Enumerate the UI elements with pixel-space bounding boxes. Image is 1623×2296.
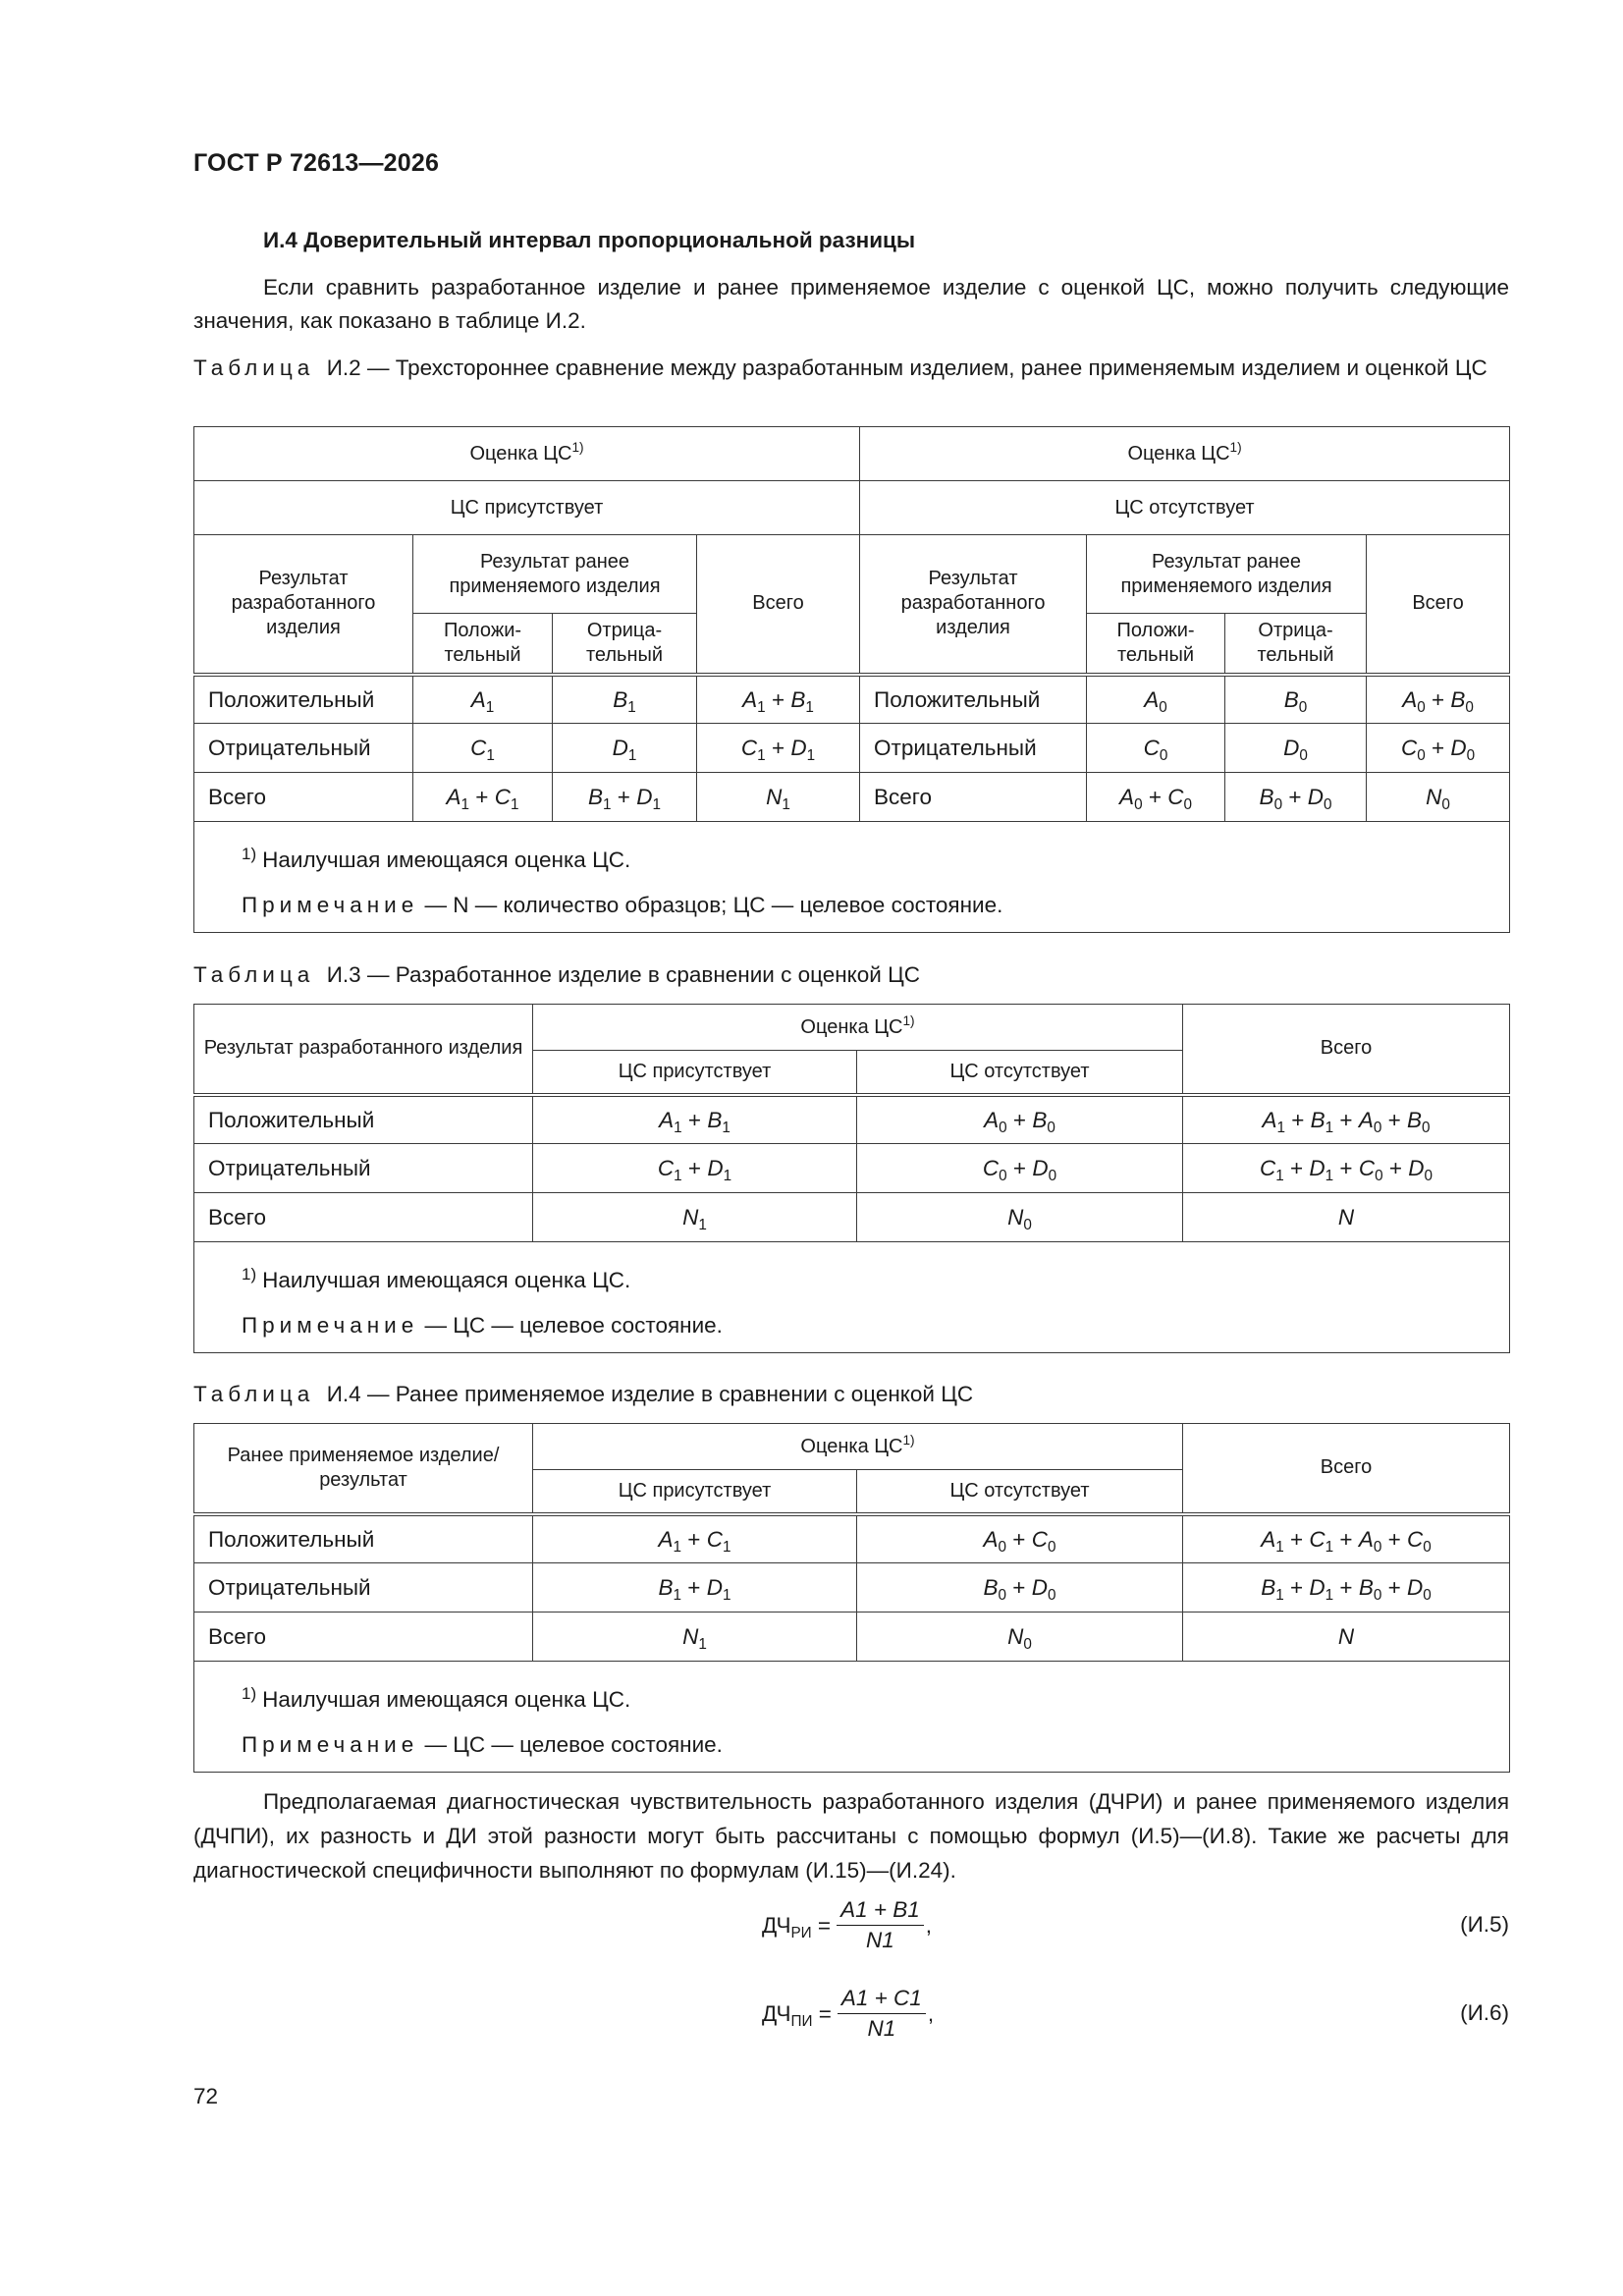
table2-absent-header: ЦС отсутствует [860, 481, 1510, 535]
footnote: $^{1)}$ Наилучшая имеющаяся оценка ЦС. [242, 1265, 631, 1292]
table4-col-first: Ранее применяемое изделие/ результат [194, 1424, 533, 1514]
table-word: Таблица [193, 1382, 315, 1406]
cell: N [1183, 1613, 1510, 1662]
table3-col-first: Результат разработанного изделия [194, 1005, 533, 1095]
table4-caption [193, 1378, 1509, 1410]
formula-lhs: $ДЧ_{ПИ}$ = [762, 2000, 832, 2030]
formula-i6: $ДЧ_{ПИ}$ = $\frac{A1 + C1}{N1}$ , [762, 1986, 935, 2041]
table4-col-absent: ЦС отсутствует [857, 1470, 1183, 1514]
cell: $N_0$ [857, 1193, 1183, 1242]
table2-present-header: ЦС присутствует [194, 481, 860, 535]
row-label: Положительный [194, 675, 413, 724]
cell: $A_1 + C_1$ [533, 1514, 857, 1563]
cell: $B_0 + D_0$ [857, 1563, 1183, 1613]
note: Примечание — ЦС — целевое состояние. [242, 1313, 723, 1338]
cell: $A_1 + B_1$ [533, 1095, 857, 1144]
cell: $C_1 + D_1 + C_0 + D_0$ [1183, 1144, 1510, 1193]
fraction [837, 1897, 924, 1953]
table2-col-neg: Отрица-тельный [553, 614, 697, 675]
table4-notes [194, 1662, 1510, 1773]
cell: $B_1 + D_1 + B_0 + D_0$ [1183, 1563, 1510, 1613]
table-row [194, 773, 1510, 822]
table2-group-present: Оценка ЦС$^{1)}$ [194, 427, 860, 481]
numerator: A1 + B1 [837, 1897, 924, 1926]
document-code: ГОСТ Р 72613—2026 [193, 149, 440, 177]
table2-col-result-dev-absent: Результат разработанного изделия [860, 535, 1087, 675]
table-row [194, 724, 1510, 773]
table3-col-total: Всего [1183, 1005, 1510, 1095]
table-word: Таблица [193, 962, 315, 987]
cell: $A_1 + B_1$ [697, 675, 860, 724]
row-label: Отрицательный [194, 1563, 533, 1613]
cell: $A_1 + C_1 + A_0 + C_0$ [1183, 1514, 1510, 1563]
footnote: $^{1)}$ Наилучшая имеющаяся оценка ЦС. [242, 845, 631, 872]
row-label: Положительный [194, 1095, 533, 1144]
table2-col-result-prev-absent: Результат ранее применяемого изделия [1087, 535, 1367, 614]
cell: $B_0 + D_0$ [1225, 773, 1367, 822]
cell: $N_1$ [697, 773, 860, 822]
table3-group: Оценка ЦС$^{1)}$ [533, 1005, 1183, 1051]
row-label: Всего [194, 1193, 533, 1242]
cell: $N_1$ [533, 1193, 857, 1242]
denominator: N1 [867, 2016, 896, 2041]
table3-caption-text: И.3 — Разработанное изделие в сравнении с оценкой ЦС [326, 962, 920, 987]
fraction [838, 1986, 926, 2042]
table2-col-pos: Положи-тельный [413, 614, 553, 675]
row-label: Положительный [860, 675, 1087, 724]
body-paragraph: Предполагаемая диагностическая чувствительность разработанного изделия (ДЧРИ) и ранее применяемого изделия (ДЧПИ), их разность и ДИ этой разности могут быть рассчитаны с помощью формул (И.5)—(И.8). Такие же расчеты для диагностической специфичности выполняют по формулам (И.15)—(И.24). [193, 1789, 1509, 1883]
cell: $A_1$ [413, 675, 553, 724]
cell: $A_1 + C_1$ [413, 773, 553, 822]
row-label: Отрицательный [194, 724, 413, 773]
table2-notes [194, 822, 1510, 933]
table-row [194, 1144, 1510, 1193]
table2-col-result-prev: Результат ранее применяемого изделия [413, 535, 697, 614]
cell: $B_1$ [553, 675, 697, 724]
table3 [193, 1004, 1510, 1353]
cell: $C_1 + D_1$ [533, 1144, 857, 1193]
cell: $A_0$ [1087, 675, 1225, 724]
table4 [193, 1423, 1510, 1773]
formula-lhs: $ДЧ_{РИ}$ = [762, 1912, 832, 1941]
cell: $A_0 + B_0$ [1367, 675, 1510, 724]
cell: $D_1$ [553, 724, 697, 773]
table3-col-present: ЦС присутствует [533, 1051, 857, 1095]
formula-i5: $ДЧ_{РИ}$ = $\frac{A1 + B1}{N1}$ , [762, 1897, 933, 1952]
note: Примечание — N — количество образцов; ЦС — целевое состояние. [242, 893, 1003, 917]
page-number: 72 [193, 2084, 219, 2108]
table4-col-total: Всего [1183, 1424, 1510, 1514]
formula-number: (И.6) [1460, 2000, 1509, 2025]
section-title: И.4 Доверительный интервал пропорциональной разницы [263, 228, 916, 252]
table2-col-total: Всего [697, 535, 860, 675]
cell: $D_0$ [1225, 724, 1367, 773]
table2-col-pos-absent: Положи-тельный [1087, 614, 1225, 675]
formula-number: (И.5) [1460, 1912, 1509, 1937]
cell: N [1183, 1193, 1510, 1242]
table4-group: Оценка ЦС$^{1)}$ [533, 1424, 1183, 1470]
numerator: A1 + C1 [838, 1986, 926, 2014]
table-row [194, 675, 1510, 724]
table3-notes [194, 1242, 1510, 1353]
row-label: Отрицательный [860, 724, 1087, 773]
table-row [194, 1563, 1510, 1613]
table-word: Таблица [193, 355, 315, 380]
footnote: $^{1)}$ Наилучшая имеющаяся оценка ЦС. [242, 1684, 631, 1712]
row-label: Всего [194, 1613, 533, 1662]
table2-col-neg-absent: Отрица-тельный [1225, 614, 1367, 675]
cell: $N_1$ [533, 1613, 857, 1662]
table3-caption [193, 958, 1509, 991]
cell: $A_0 + C_0$ [857, 1514, 1183, 1563]
denominator: N1 [866, 1928, 894, 1952]
table-row [194, 1613, 1510, 1662]
row-label: Всего [860, 773, 1087, 822]
cell: $C_1$ [413, 724, 553, 773]
table3-col-absent: ЦС отсутствует [857, 1051, 1183, 1095]
cell: $A_0 + C_0$ [1087, 773, 1225, 822]
table2-col-result-dev: Результат разработанного изделия [194, 535, 413, 675]
table2 [193, 426, 1510, 933]
cell: $B_1 + D_1$ [533, 1563, 857, 1613]
table4-col-present: ЦС присутствует [533, 1470, 857, 1514]
cell: $C_0 + D_0$ [857, 1144, 1183, 1193]
table-row [194, 1193, 1510, 1242]
table2-col-total-absent: Всего [1367, 535, 1510, 675]
cell: $C_1 + D_1$ [697, 724, 860, 773]
note: Примечание — ЦС — целевое состояние. [242, 1732, 723, 1757]
cell: $B_0$ [1225, 675, 1367, 724]
row-label: Положительный [194, 1514, 533, 1563]
table4-caption-text: И.4 — Ранее применяемое изделие в сравнении с оценкой ЦС [326, 1382, 974, 1406]
cell: $C_0 + D_0$ [1367, 724, 1510, 773]
cell: $N_0$ [857, 1613, 1183, 1662]
cell: $A_0 + B_0$ [857, 1095, 1183, 1144]
cell: $A_1 + B_1 + A_0 + B_0$ [1183, 1095, 1510, 1144]
table2-caption [193, 352, 1509, 384]
table2-caption-text: И.2 — Трехстороннее сравнение между разработанным изделием, ранее применяемым изделием и оценкой ЦС [326, 355, 1488, 380]
table-row [194, 1514, 1510, 1563]
cell: $C_0$ [1087, 724, 1225, 773]
intro-paragraph: Если сравнить разработанное изделие и ранее применяемое изделие с оценкой ЦС, можно получить следующие значения, как показано в таблице И.2. [193, 275, 1509, 333]
table2-group-absent: Оценка ЦС$^{1)}$ [860, 427, 1510, 481]
cell: $B_1 + D_1$ [553, 773, 697, 822]
row-label: Всего [194, 773, 413, 822]
cell: $N_0$ [1367, 773, 1510, 822]
row-label: Отрицательный [194, 1144, 533, 1193]
table-row [194, 1095, 1510, 1144]
